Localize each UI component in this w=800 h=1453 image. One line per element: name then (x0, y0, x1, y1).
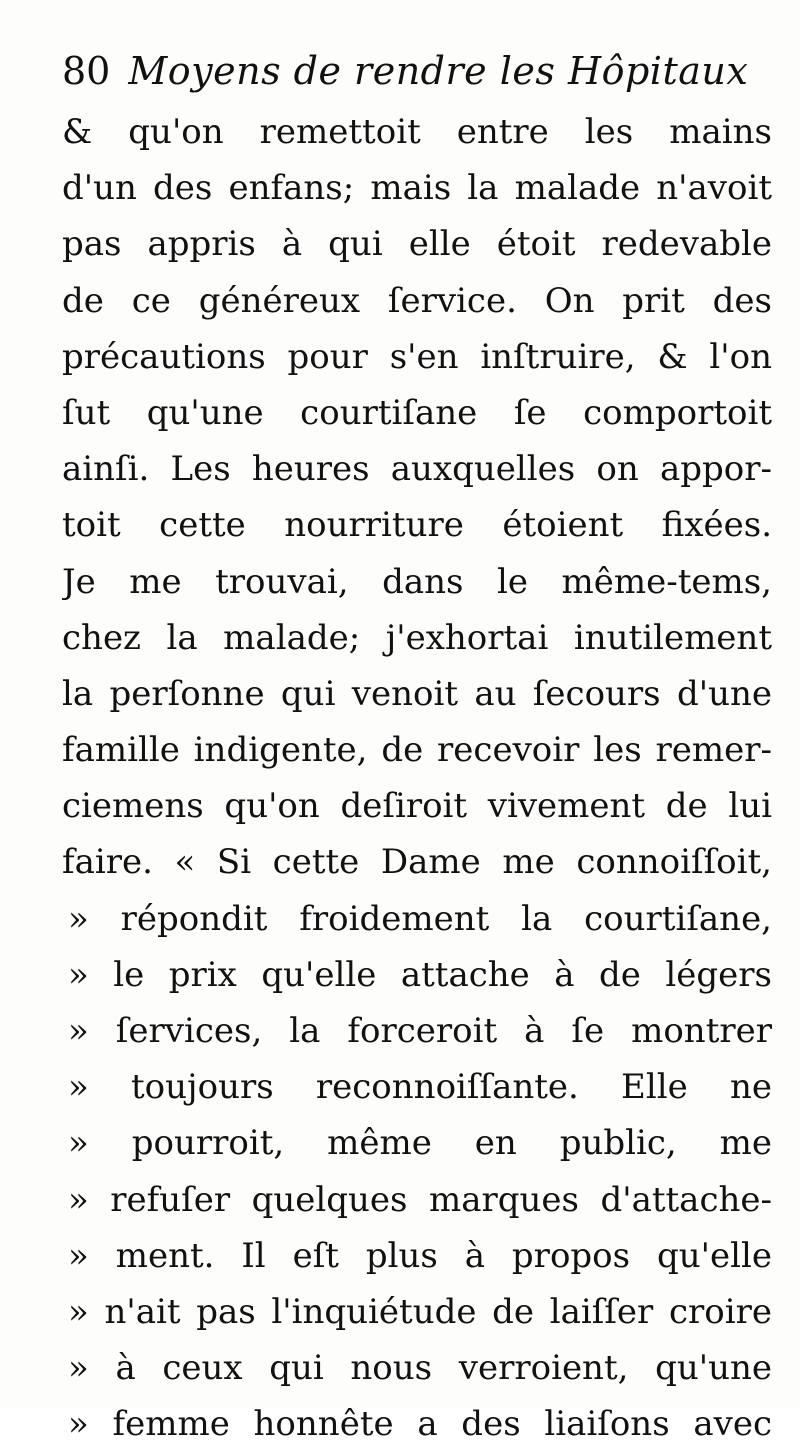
text-line: ſut qu'une courtiſane ſe comportoit (62, 392, 772, 433)
quoted-line: » ſervices, la forceroit à ſe montrer (68, 1011, 772, 1051)
quoted-line: » pourroit, même en public, me (68, 1123, 772, 1164)
text-line: ainſi. Les heures auxquelles on appor- (62, 449, 772, 490)
text-line: la perſonne qui venoit au ſecours d'une (62, 673, 772, 714)
text-line: ciemens qu'on deſiroit vivement de lui (62, 786, 772, 827)
quoted-line: » refuſer quelques marques d'attache- (68, 1179, 772, 1220)
page-header (62, 42, 762, 100)
text-line: toit cette nourriture étoient fixées. (62, 505, 772, 546)
text-line: Je me trouvai, dans le même-tems, (62, 561, 772, 602)
text-line: de ce généreux ſervice. On prit des (62, 280, 772, 321)
text-line: chez la malade; j'exhortai inutilement (62, 617, 772, 658)
text-line: précautions pour s'en inſtruire, & l'on (62, 336, 772, 377)
running-title: Moyens de rendre les Hôpitaux (128, 49, 749, 93)
quoted-line: » à ceux qui nous verroient, qu'une (68, 1348, 772, 1389)
quoted-line: » ment. Il eſt plus à propos qu'elle (68, 1235, 772, 1276)
quoted-line: » femme honnête a des liaiſons avec (68, 1404, 772, 1445)
text-line: & qu'on remettoit entre les mains (62, 112, 772, 152)
text-line: pas appris à qui elle étoit redevable (62, 224, 772, 265)
quoted-line: » répondit froidement la courtiſane, (68, 898, 772, 939)
text-line: faire. « Si cette Dame me connoiſſoit, (62, 842, 772, 883)
page-number: 80 (62, 49, 111, 93)
quoted-line: » toujours reconnoiſſante. Elle ne (68, 1067, 772, 1108)
body-text (62, 104, 772, 1453)
quoted-line: » le prix qu'elle attache à de légers (68, 954, 772, 995)
text-line: famille indigente, de recevoir les remer- (62, 730, 772, 771)
text-line: d'un des enfans; mais la malade n'avoit (62, 168, 772, 209)
quoted-line: » n'ait pas l'inquiétude de laiſſer croire (68, 1291, 772, 1332)
